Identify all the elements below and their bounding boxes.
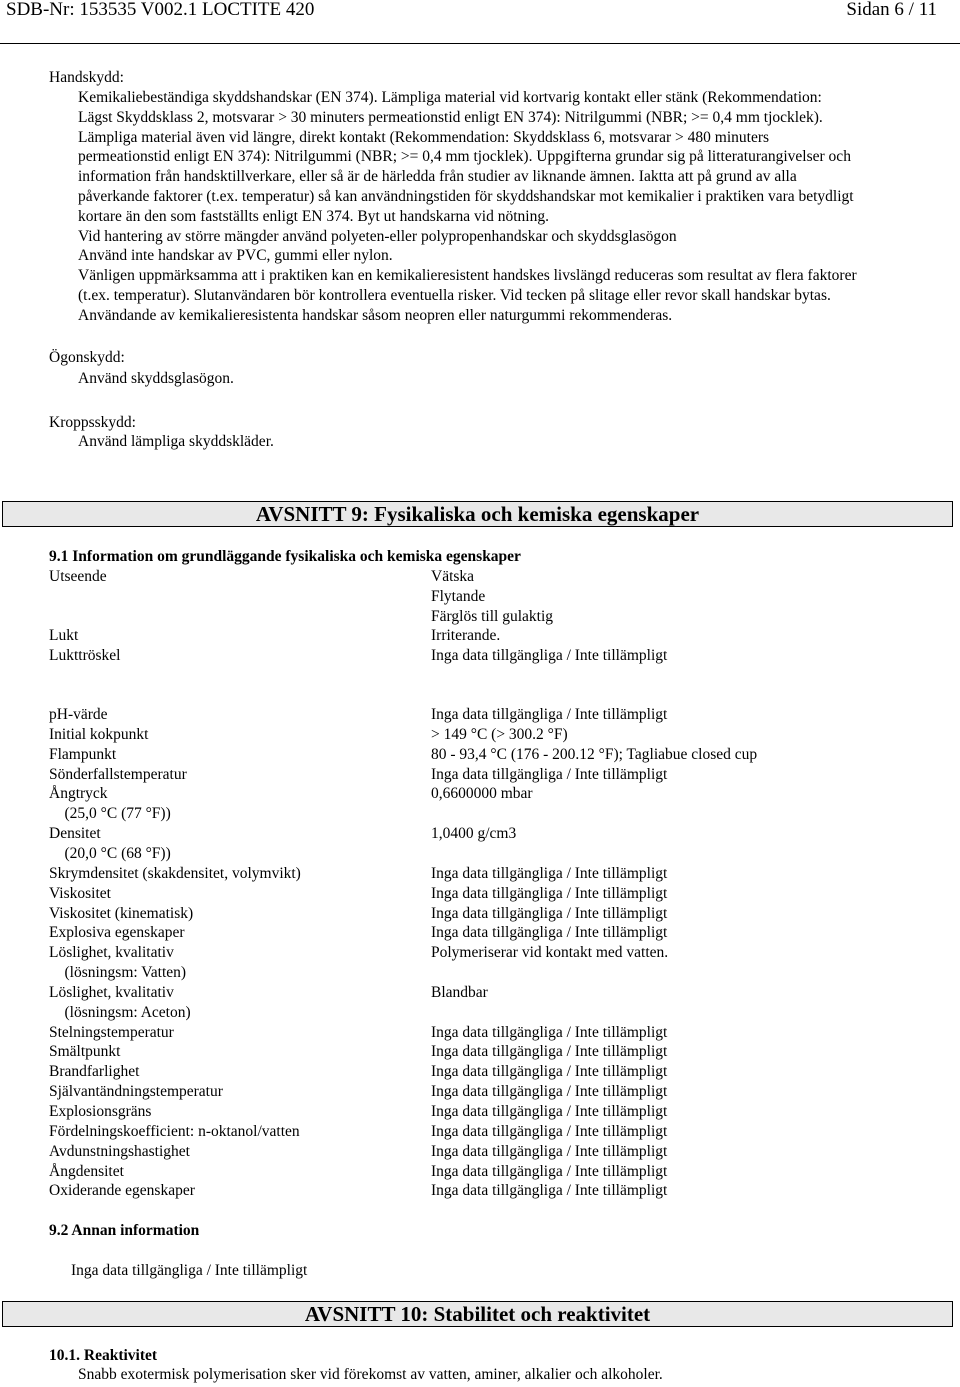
property-label: Flampunkt (49, 745, 117, 763)
property-label: Lukttröskel (49, 647, 121, 665)
handskydd-line: Lägst Skyddsklass 2, motsvarar > 30 minuters permeationstid enligt EN 374): Nitrilgummi (NBR; >= 0,4 mm tjocklek). (78, 108, 823, 126)
kroppsskydd-heading: Kroppsskydd: (49, 414, 136, 431)
property-value: 1,0400 g/cm3 (431, 825, 517, 843)
subsection-9-2-title: 9.2 Annan information (49, 1222, 200, 1239)
page-header (0, 0, 960, 30)
handskydd-line: påverkande faktorer (t.ex. temperatur) så kan användningstiden för skyddshandskar mot kemikalier i praktiken vara betydligt (78, 187, 854, 205)
property-label: Densitet (49, 825, 101, 843)
handskydd-heading: Handskydd: (49, 69, 124, 86)
handskydd-line: Användande av kemikalieresistenta handskar såsom neopren eller naturgummi rekommenderas. (78, 306, 673, 324)
section-10-title: AVSNITT 10: Stabilitet och reaktivitet (304, 1302, 651, 1326)
property-value: Inga data tillgängliga / Inte tillämpligt (431, 1023, 668, 1041)
property-label: Initial kokpunkt (49, 725, 149, 743)
handskydd-line: (t.ex. temperatur). Slutanvändaren bör kontrollera eventuella risker. Vid tecken på slitage eller revor skall handskar bytas. (78, 286, 831, 304)
handskydd-line: Lämpliga material även vid längre, direkt kontakt (Rekommendation: Skyddsklass 6, motsvarar > 480 minuters (78, 128, 770, 146)
section-9-title: AVSNITT 9: Fysikaliska och kemiska egenskaper (255, 502, 700, 526)
property-label: pH-värde (49, 706, 108, 723)
property-label: (lösningsm: Aceton) (49, 1003, 191, 1021)
property-label: (25,0 °C (77 °F)) (49, 805, 171, 823)
property-value: Inga data tillgängliga / Inte tillämpligt (431, 706, 668, 723)
property-label: Självantändningstemperatur (49, 1083, 223, 1101)
property-label: Brandfarlighet (49, 1063, 140, 1081)
property-value: Vätska (431, 568, 475, 585)
handskydd-line: permeationstid enligt EN 374): Nitrilgummi (NBR; >= 0,4 mm tjocklek). Uppgifterna grundar sig på litteraturangivelser och (78, 148, 851, 166)
property-value: Inga data tillgängliga / Inte tillämpligt (431, 884, 668, 902)
property-label: Utseende (49, 568, 107, 585)
section-10-bar (2, 1301, 953, 1327)
property-value: Polymeriserar vid kontakt med vatten. (431, 944, 669, 962)
handskydd-line: information från handsktillverkare, eller så är de härledda från studier av liknande ämnen. Iaktta att på grund av alla (78, 168, 797, 186)
document-id: SDB-Nr: 153535 V002.1 LOCTITE 420 (6, 0, 315, 20)
property-label: Ångtryck (49, 785, 108, 803)
kroppsskydd-text: Använd lämpliga skyddskläder. (78, 433, 274, 450)
handskydd-line: Vid hantering av större mängder använd polyeten-eller polypropenhandskar och skyddsglasögon (78, 227, 677, 245)
property-value: Inga data tillgängliga / Inte tillämpligt (431, 1083, 668, 1101)
property-value: 80 - 93,4 °C (176 - 200.12 °F); Tagliabue closed cup (431, 745, 758, 763)
handskydd-line: kortare än den som fastställts enligt EN 374. Byt ut handskarna vid nötning. (78, 207, 549, 225)
property-value: Färglös till gulaktig (431, 607, 553, 625)
property-label: Oxiderande egenskaper (49, 1182, 195, 1200)
property-label: (20,0 °C (68 °F)) (49, 844, 171, 862)
property-value: Inga data tillgängliga / Inte tillämpligt (431, 1182, 668, 1200)
property-value: Inga data tillgängliga / Inte tillämpligt (431, 904, 668, 922)
property-value: Inga data tillgängliga / Inte tillämpligt (431, 1043, 668, 1061)
property-label: Löslighet, kvalitativ (49, 983, 174, 1001)
property-value: Inga data tillgängliga / Inte tillämpligt (431, 765, 668, 783)
section-9-bar (2, 501, 953, 527)
property-value: > 149 °C (> 300.2 °F) (431, 725, 568, 743)
property-label: Explosiva egenskaper (49, 924, 185, 942)
property-label: Sönderfallstemperatur (49, 765, 187, 783)
subsection-9-1-title: 9.1 Information om grundläggande fysikaliska och kemiska egenskaper (49, 548, 521, 565)
property-label: Fördelningskoefficient: n-oktanol/vatten (49, 1122, 300, 1140)
property-label: Smältpunkt (49, 1043, 121, 1061)
property-value: Blandbar (431, 983, 488, 1001)
property-label: Explosionsgräns (49, 1103, 152, 1120)
property-value: Irriterande. (431, 627, 501, 645)
property-value: Inga data tillgängliga / Inte tillämpligt (431, 1142, 668, 1160)
ogonskydd-text: Använd skyddsglasögon. (78, 370, 234, 387)
property-value: Inga data tillgängliga / Inte tillämpligt (431, 864, 668, 882)
property-value: Inga data tillgängliga / Inte tillämpligt (431, 1103, 668, 1120)
header-divider (0, 43, 960, 44)
subsection-10-1-title: 10.1. Reaktivitet (49, 1347, 158, 1364)
property-label: Ångdensitet (49, 1162, 124, 1180)
property-value: Inga data tillgängliga / Inte tillämpligt (431, 924, 668, 942)
property-value: Inga data tillgängliga / Inte tillämpligt (431, 1063, 668, 1081)
property-label: Viskositet (49, 884, 111, 902)
property-label: Löslighet, kvalitativ (49, 944, 174, 962)
property-label: Avdunstningshastighet (49, 1142, 190, 1160)
handskydd-line: Vänligen uppmärksamma att i praktiken kan en kemikalieresistent handskes livslängd reduceras som resultat av flera faktorer (78, 267, 857, 285)
property-label: Viskositet (kinematisk) (49, 904, 194, 922)
subsection-10-1-text: Snabb exotermisk polymerisation sker vid förekomst av vatten, aminer, alkalier och alkoholer. (78, 1366, 663, 1383)
handskydd-body (78, 88, 948, 326)
property-label: Stelningstemperatur (49, 1023, 174, 1041)
property-value: Flytande (431, 587, 486, 605)
subsection-9-2-text: Inga data tillgängliga / Inte tillämpligt (71, 1262, 308, 1279)
ogonskydd-heading: Ögonskydd: (49, 349, 125, 366)
property-label: Lukt (49, 627, 79, 645)
property-label: (lösningsm: Vatten) (49, 964, 187, 982)
property-value: Inga data tillgängliga / Inte tillämpligt (431, 647, 668, 665)
page-number: Sidan 6 / 11 (846, 0, 937, 20)
handskydd-line: Använd inte handskar av PVC, gummi eller nylon. (78, 247, 393, 265)
property-value: Inga data tillgängliga / Inte tillämpligt (431, 1162, 668, 1180)
handskydd-line: Kemikaliebeständiga skyddshandskar (EN 374). Lämpliga material vid kortvarig kontakt eller stänk (Rekommendation: (78, 89, 822, 106)
property-label: Skrymdensitet (skakdensitet, volymvikt) (49, 864, 301, 882)
property-value: Inga data tillgängliga / Inte tillämpligt (431, 1122, 668, 1140)
property-value: 0,6600000 mbar (431, 785, 533, 803)
